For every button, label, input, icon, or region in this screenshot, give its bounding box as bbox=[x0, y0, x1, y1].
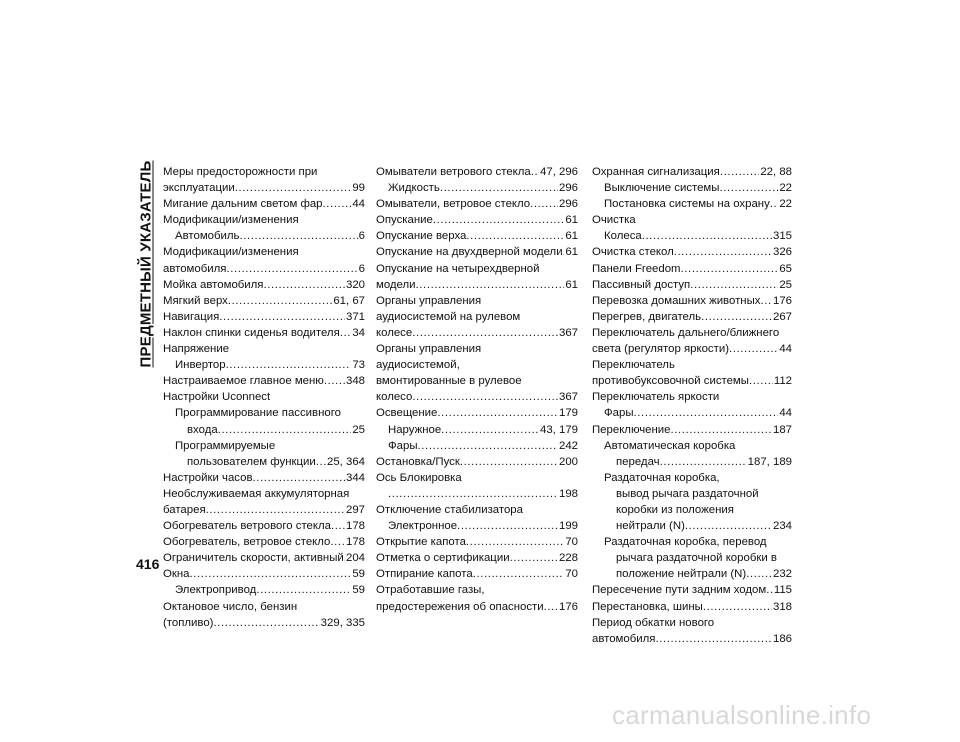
entry-term: Перевозка домашних животных bbox=[592, 294, 761, 307]
entry-term: Настройки часов bbox=[163, 471, 253, 484]
index-heading: Модификации/изменения bbox=[163, 214, 299, 227]
index-entry bbox=[592, 293, 792, 309]
entry-term: Выключение системы bbox=[604, 182, 720, 195]
entry-page: 6 bbox=[358, 230, 365, 243]
entry-page: 99 bbox=[352, 182, 365, 195]
index-entry bbox=[376, 534, 578, 550]
index-heading: рычага раздаточной коробки в bbox=[616, 552, 777, 565]
dot-leader bbox=[720, 164, 760, 180]
index-entry bbox=[163, 470, 365, 486]
entry-term: положение нейтрали (N) bbox=[616, 568, 747, 581]
entry-page: 115 bbox=[773, 584, 792, 597]
dot-leader bbox=[701, 309, 772, 325]
dot-leader bbox=[674, 244, 772, 260]
dot-leader bbox=[412, 389, 558, 405]
entry-term: Освещение bbox=[376, 407, 438, 420]
dot-leader bbox=[213, 615, 319, 631]
entry-page: 228 bbox=[558, 552, 578, 565]
entry-term: Пересечение пути задним ходом bbox=[592, 584, 767, 597]
dot-leader bbox=[218, 422, 352, 438]
index-entry bbox=[163, 502, 365, 518]
entry-page: 61 bbox=[565, 246, 578, 259]
dot-leader bbox=[760, 293, 772, 309]
index-entry bbox=[592, 454, 792, 470]
page-number: 416 bbox=[136, 556, 160, 572]
dot-leader bbox=[460, 454, 558, 470]
entry-page: 61 bbox=[565, 278, 578, 291]
dot-leader bbox=[324, 373, 345, 389]
index-heading: Очистка bbox=[592, 214, 636, 227]
index-heading: Настройки Uconnect bbox=[163, 391, 271, 404]
index-entry bbox=[376, 244, 578, 260]
entry-term: входа bbox=[187, 423, 218, 436]
entry-page: 112 bbox=[773, 375, 792, 388]
entry-term: Отметка о сертификации bbox=[376, 552, 510, 565]
index-entry bbox=[163, 293, 365, 309]
index-heading: Модификации/изменения bbox=[163, 246, 299, 259]
entry-term: Переключение bbox=[592, 423, 671, 436]
dot-leader bbox=[466, 228, 564, 244]
entry-page: 199 bbox=[558, 520, 578, 533]
entry-page: 65 bbox=[779, 262, 792, 275]
entry-term: Окна bbox=[163, 568, 190, 581]
dot-leader bbox=[226, 261, 357, 277]
entry-term: пользователем функции bbox=[187, 455, 316, 468]
entry-page: 187 bbox=[772, 423, 792, 436]
entry-page: 61 bbox=[565, 214, 578, 227]
entry-term: нейтрали (N) bbox=[616, 520, 685, 533]
index-heading: аудиосистемой на рулевом bbox=[376, 310, 521, 323]
entry-page: 329, 335 bbox=[320, 616, 365, 629]
index-heading: Программируемые bbox=[175, 439, 276, 452]
entry-term: Жидкость bbox=[388, 182, 440, 195]
entry-page: 70 bbox=[565, 536, 578, 549]
entry-page: 22 bbox=[779, 182, 792, 195]
dot-leader bbox=[530, 196, 558, 212]
index-entry bbox=[376, 518, 578, 534]
index-column-2 bbox=[376, 164, 578, 615]
entry-term: батарея bbox=[163, 503, 206, 516]
entry-page: 22 bbox=[779, 198, 792, 211]
dot-leader bbox=[323, 196, 352, 212]
entry-term: Мойка автомобиля bbox=[163, 278, 264, 291]
entry-page: 318 bbox=[772, 600, 792, 613]
entry-term: Мигание дальним светом фар bbox=[163, 198, 323, 211]
entry-page: 43, 179 bbox=[539, 423, 578, 436]
entry-term: Охранная сигнализация bbox=[592, 166, 720, 178]
dot-leader bbox=[206, 502, 345, 518]
dot-leader bbox=[316, 454, 326, 470]
entry-term: передач bbox=[616, 455, 660, 468]
dot-leader bbox=[340, 325, 352, 341]
dot-leader bbox=[634, 405, 779, 421]
index-entry bbox=[163, 518, 365, 534]
index-heading: Опускание на четырехдверной bbox=[376, 262, 540, 275]
index-entry bbox=[376, 180, 578, 196]
index-entry bbox=[163, 309, 365, 325]
dot-leader bbox=[228, 293, 332, 309]
index-entry bbox=[376, 566, 578, 582]
index-entry bbox=[592, 599, 792, 615]
dot-leader bbox=[331, 518, 345, 534]
dot-leader bbox=[729, 341, 778, 357]
watermark: carmanualsonline.info bbox=[612, 700, 872, 730]
index-heading: Раздаточная коробка, перевод bbox=[604, 536, 767, 549]
entry-term: Колеса bbox=[604, 230, 642, 243]
dot-leader bbox=[746, 566, 772, 582]
index-entry bbox=[376, 599, 578, 615]
entry-page: 232 bbox=[772, 568, 792, 581]
index-entry bbox=[163, 357, 365, 373]
index-entry bbox=[376, 325, 578, 341]
entry-term: Обогреватель ветрового стекла bbox=[163, 520, 331, 533]
dot-leader bbox=[256, 582, 351, 598]
dot-leader bbox=[671, 422, 772, 438]
index-entry bbox=[592, 228, 792, 244]
entry-term: Остановка/Пуск bbox=[376, 455, 460, 468]
dot-leader bbox=[642, 228, 772, 244]
index-entry bbox=[376, 277, 578, 293]
entry-page: 186 bbox=[772, 632, 792, 645]
entry-page: 367 bbox=[558, 326, 578, 339]
entry-term: противобуксовочной системы bbox=[592, 375, 749, 388]
dot-leader bbox=[437, 405, 558, 421]
index-entry bbox=[592, 309, 792, 325]
index-entry bbox=[163, 180, 365, 196]
entry-term: Наклон спинки сиденья водителя bbox=[163, 326, 340, 339]
index-entry bbox=[163, 534, 365, 550]
entry-term: света (регулятор яркости) bbox=[592, 343, 729, 356]
entry-term: Электронное bbox=[388, 520, 458, 533]
entry-page: 44 bbox=[779, 343, 792, 356]
index-entry bbox=[163, 196, 365, 212]
entry-page: 47, 296 bbox=[539, 166, 578, 178]
index-heading: Необслуживаемая аккумуляторная bbox=[163, 487, 350, 500]
entry-page: 178 bbox=[345, 520, 365, 533]
index-entry bbox=[592, 244, 792, 260]
index-entry bbox=[163, 550, 365, 566]
index-heading: Органы управления bbox=[376, 343, 482, 356]
index-heading: Переключатель яркости bbox=[592, 391, 720, 404]
entry-term: модели bbox=[376, 278, 416, 291]
entry-term: колесе bbox=[376, 326, 413, 339]
index-entry bbox=[592, 373, 792, 389]
entry-term: Ограничитель скорости, активный bbox=[163, 552, 344, 565]
dot-leader bbox=[441, 422, 539, 438]
entry-term: Электропривод bbox=[175, 584, 257, 597]
entry-page: 178 bbox=[345, 536, 365, 549]
entry-page: 367 bbox=[558, 391, 578, 404]
dot-leader bbox=[510, 550, 558, 566]
section-tab bbox=[136, 156, 156, 372]
entry-page: 44 bbox=[779, 407, 792, 420]
entry-page: 176 bbox=[772, 294, 792, 307]
entry-page: 34 bbox=[352, 326, 365, 339]
dot-leader bbox=[703, 599, 772, 615]
entry-term: Отпирание капота bbox=[376, 568, 473, 581]
entry-term: Перестановка, шины bbox=[592, 600, 703, 613]
entry-term: Фары bbox=[604, 407, 634, 420]
dot-leader bbox=[466, 534, 564, 550]
index-heading: Переключатель bbox=[592, 359, 675, 372]
entry-term: Мягкий верх bbox=[163, 294, 228, 307]
entry-term: Постановка системы на охрану bbox=[604, 198, 770, 211]
index-heading: вывод рычага раздаточной bbox=[616, 487, 759, 500]
index-entry bbox=[592, 631, 792, 647]
entry-page: 187, 189 bbox=[747, 455, 792, 468]
index-entry bbox=[592, 518, 792, 534]
entry-page: 44 bbox=[352, 198, 365, 211]
entry-term: автомобиля bbox=[592, 632, 656, 645]
index-entry bbox=[592, 180, 792, 196]
index-entry bbox=[376, 405, 578, 421]
dot-leader bbox=[719, 180, 778, 196]
entry-page: 344 bbox=[345, 471, 365, 484]
index-entry bbox=[376, 228, 578, 244]
index-entry bbox=[163, 422, 365, 438]
index-heading: Октановое число, бензин bbox=[163, 600, 298, 613]
index-entry bbox=[163, 228, 365, 244]
entry-page: 61, 67 bbox=[333, 294, 365, 307]
index-entry bbox=[376, 422, 578, 438]
index-entry bbox=[376, 486, 578, 502]
index-entry bbox=[592, 422, 792, 438]
entry-term: Опускание на двухдверной модели bbox=[376, 246, 563, 259]
index-entry bbox=[163, 277, 365, 293]
entry-term: Настраиваемое главное меню bbox=[163, 375, 324, 388]
entry-page: 371 bbox=[345, 310, 365, 323]
index-column-1 bbox=[163, 164, 365, 631]
dot-leader bbox=[749, 373, 773, 389]
entry-term: Очистка стекол bbox=[592, 246, 674, 259]
entry-page: 296 bbox=[558, 198, 578, 211]
index-entry bbox=[592, 261, 792, 277]
dot-leader bbox=[770, 196, 779, 212]
dot-leader bbox=[388, 486, 558, 502]
entry-page: 204 bbox=[345, 552, 365, 565]
index-entry bbox=[376, 212, 578, 228]
dot-leader bbox=[418, 438, 558, 454]
entry-page: 61 bbox=[565, 230, 578, 243]
index-entry bbox=[592, 566, 792, 582]
entry-term: Опускание верха bbox=[376, 230, 467, 243]
entry-page: 22, 88 bbox=[760, 166, 792, 178]
index-entry bbox=[592, 405, 792, 421]
entry-term: предостережения об опасности bbox=[376, 600, 544, 613]
index-entry bbox=[163, 566, 365, 582]
dot-leader bbox=[766, 582, 773, 598]
entry-term: Панели Freedom bbox=[592, 262, 681, 275]
index-entry bbox=[592, 164, 792, 180]
index-entry bbox=[376, 196, 578, 212]
entry-term: Инвертор bbox=[175, 359, 226, 372]
dot-leader bbox=[219, 309, 345, 325]
index-heading: Автоматическая коробка bbox=[604, 439, 736, 452]
index-heading: Отработавшие газы, bbox=[376, 584, 485, 597]
entry-page: 198 bbox=[558, 487, 578, 500]
dot-leader bbox=[253, 470, 345, 486]
entry-term: Обогреватель, ветровое стекло bbox=[163, 536, 331, 549]
index-heading: Отключение стабилизатора bbox=[376, 503, 523, 516]
index-heading: аудиосистемой, bbox=[376, 359, 460, 372]
index-heading: Органы управления bbox=[376, 294, 482, 307]
index-entry bbox=[163, 615, 365, 631]
index-heading: Напряжение bbox=[163, 343, 230, 356]
entry-term: Наружное bbox=[388, 423, 442, 436]
entry-page: 315 bbox=[772, 230, 792, 243]
entry-page: 326 bbox=[772, 246, 792, 259]
index-heading: коробки из положения bbox=[616, 503, 734, 516]
dot-leader bbox=[189, 566, 351, 582]
index-heading: Период обкатки нового bbox=[592, 616, 715, 629]
section-title: ПРЕДМЕТНЫЙ УКАЗАТЕЛЬ bbox=[137, 160, 155, 368]
entry-term: Открытие капота bbox=[376, 536, 466, 549]
entry-page: 200 bbox=[558, 455, 578, 468]
index-entry bbox=[163, 325, 365, 341]
entry-term: эксплуатации bbox=[163, 182, 235, 195]
index-entry bbox=[592, 277, 792, 293]
entry-term: Пассивный доступ bbox=[592, 278, 691, 291]
index-entry bbox=[163, 261, 365, 277]
index-heading: Раздаточная коробка, bbox=[604, 471, 720, 484]
entry-page: 179 bbox=[558, 407, 578, 420]
entry-page: 320 bbox=[345, 278, 365, 291]
dot-leader bbox=[531, 164, 539, 180]
entry-page: 348 bbox=[345, 375, 365, 388]
entry-term: автомобиля bbox=[163, 262, 227, 275]
index-heading: Программирование пассивного bbox=[175, 407, 341, 420]
entry-term: колесо bbox=[376, 391, 413, 404]
entry-term: (топливо) bbox=[163, 616, 214, 629]
index-entry bbox=[163, 582, 365, 598]
entry-page: 25 bbox=[352, 423, 365, 436]
dot-leader bbox=[412, 325, 558, 341]
dot-leader bbox=[685, 518, 772, 534]
dot-leader bbox=[226, 357, 352, 373]
entry-page: 70 bbox=[565, 568, 578, 581]
dot-leader bbox=[473, 566, 565, 582]
entry-page: 25 bbox=[779, 278, 792, 291]
entry-term: Омыватели ветрового стекла bbox=[376, 166, 531, 178]
entry-term: Навигация bbox=[163, 310, 220, 323]
entry-page: 234 bbox=[772, 520, 792, 533]
entry-page: 242 bbox=[558, 439, 578, 452]
dot-leader bbox=[235, 180, 352, 196]
index-entry bbox=[376, 164, 578, 180]
index-entry bbox=[592, 196, 792, 212]
index-heading: Меры предосторожности при bbox=[163, 166, 318, 178]
index-entry bbox=[163, 454, 365, 470]
index-heading: вмонтированные в рулевое bbox=[376, 375, 522, 388]
index-entry bbox=[376, 550, 578, 566]
dot-leader bbox=[457, 518, 558, 534]
index-entry bbox=[163, 373, 365, 389]
entry-term: Автомобиль bbox=[175, 230, 240, 243]
dot-leader bbox=[655, 631, 772, 647]
dot-leader bbox=[681, 261, 779, 277]
dot-leader bbox=[690, 277, 778, 293]
entry-page: 73 bbox=[352, 359, 365, 372]
dot-leader bbox=[330, 534, 345, 550]
dot-leader bbox=[433, 212, 564, 228]
entry-page: 267 bbox=[772, 310, 792, 323]
entry-page: 59 bbox=[352, 568, 365, 581]
index-entry bbox=[592, 341, 792, 357]
entry-page: 297 bbox=[345, 503, 365, 516]
dot-leader bbox=[239, 228, 357, 244]
entry-page: 6 bbox=[358, 262, 365, 275]
index-entry bbox=[592, 582, 792, 598]
index-entry bbox=[376, 438, 578, 454]
entry-term: Опускание bbox=[376, 214, 433, 227]
index-entry bbox=[376, 389, 578, 405]
entry-term: Перегрев, двигатель bbox=[592, 310, 702, 323]
dot-leader bbox=[440, 180, 558, 196]
index-column-3 bbox=[592, 164, 792, 647]
entry-term: Фары bbox=[388, 439, 418, 452]
entry-term: Омыватели, ветровое стекло bbox=[376, 198, 531, 211]
entry-page: 296 bbox=[558, 182, 578, 195]
dot-leader bbox=[544, 599, 558, 615]
dot-leader bbox=[263, 277, 345, 293]
index-heading: Ось Блокировка bbox=[376, 471, 462, 484]
entry-page: 176 bbox=[558, 600, 578, 613]
entry-page: 59 bbox=[352, 584, 365, 597]
index-heading: Переключатель дальнего/ближнего bbox=[592, 326, 780, 339]
dot-leader bbox=[660, 454, 747, 470]
entry-page: 25, 364 bbox=[326, 455, 365, 468]
dot-leader bbox=[416, 277, 565, 293]
index-entry bbox=[376, 454, 578, 470]
